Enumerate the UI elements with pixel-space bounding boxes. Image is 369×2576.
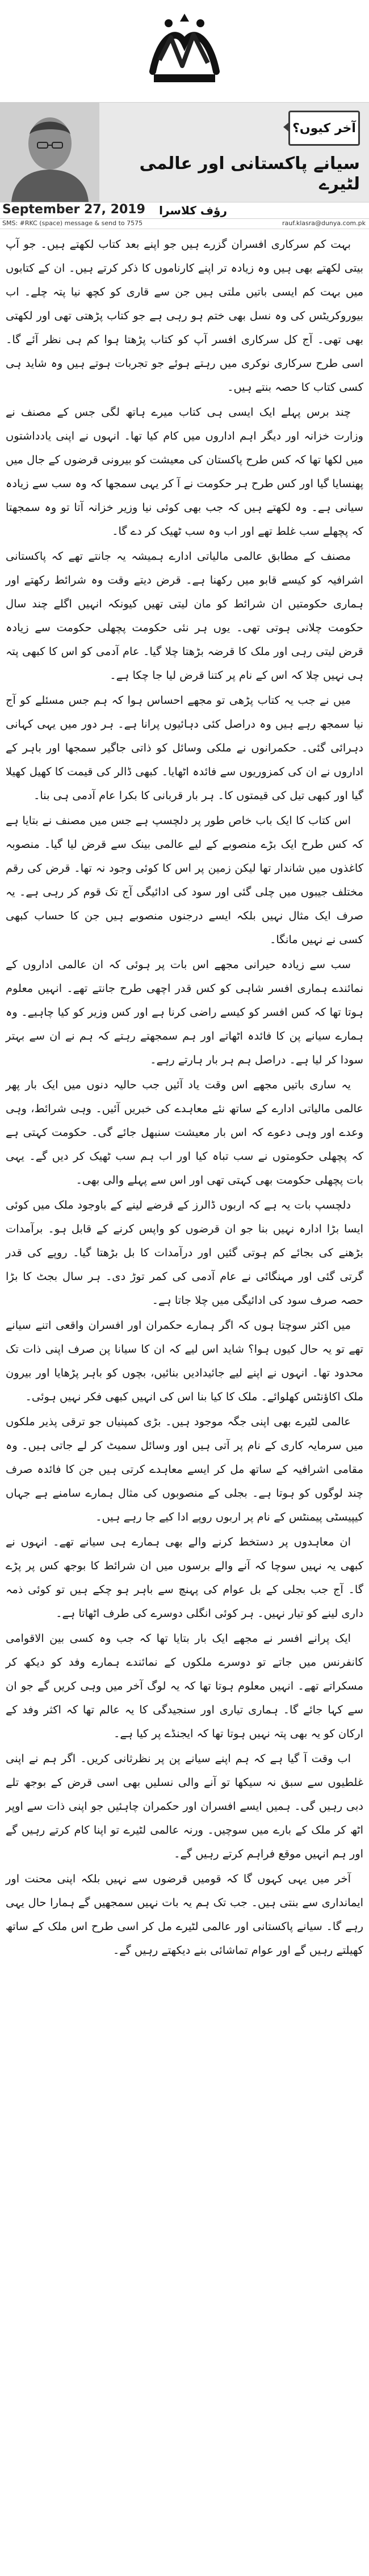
article-paragraph: عالمی لٹیرے بھی اپنی جگہ موجود ہیں۔ بڑی کمپنیاں جو ترقی پذیر ملکوں میں سرمایہ کاری کے نام پر آتی ہیں اور وسائل سمیٹ کر لے جاتی ہیں۔ وہ مقامی اشرافیہ کے ساتھ مل کر ایسے معاہدے کرتی ہیں جن کا فائدہ صرف چند لوگوں کو ہوتا ہے۔ بجلی کے منصوبوں کی مثال ہمارے سامنے ہے جہاں کیپیسٹی پیمنٹس کے نام پر اربوں روپے ادا کیے جا رہے ہیں۔	[6, 1415, 363, 1523]
author-name: رؤف کلاسرا	[159, 204, 227, 217]
article-paragraph: دلچسپ بات یہ ہے کہ اربوں ڈالرز کے قرضے لینے کے باوجود ملک میں کوئی ایسا بڑا ادارہ نہیں بنا جو ان قرضوں کو واپس کرنے کے قابل ہو۔ برآمدات بڑھنے کی بجائے کم ہوتی گئیں اور درآمدات کا بل بڑھتا گیا۔ روپے کی قدر گرتی گئی اور مہنگائی نے عام آدمی کی کمر توڑ دی۔ ہر سال بجٹ کا بڑا حصہ صرف سود کی ادائیگی میں چلا جاتا ہے۔	[6, 1198, 363, 1307]
byline-strip	[0, 202, 369, 219]
article-paragraph: ایک پرانے افسر نے مجھے ایک بار بتایا تھا کہ جب وہ کسی بین الاقوامی کانفرنس میں جاتے تو دوسرے ملکوں کے نمائندے ہمارے وفد کو دیکھ کر مسکراتے تھے۔ انہیں معلوم ہوتا تھا کہ یہ لوگ آخر میں وہی کریں گے جو ان سے کہا جائے گا۔ ہماری تیاری اور سنجیدگی کا یہ عالم تھا کہ اکثر وفد کے ارکان کو یہ بھی پتہ نہیں ہوتا تھا کہ ایجنڈے پر کیا ہے۔	[6, 1632, 363, 1740]
article-paragraph: اب وقت آ گیا ہے کہ ہم اپنے سیانے پن پر نظرثانی کریں۔ اگر ہم نے اپنی غلطیوں سے سبق نہ سیکھا تو آنے والی نسلیں بھی اسی قرض کے بوجھ تلے دبی رہیں گی۔ ہمیں ایسے افسران اور حکمران چاہئیں جو اپنی ذات سے اوپر اٹھ کر ملک کے بارے میں سوچیں۔ ورنہ عالمی لٹیرے تو اپنا کام کرتے رہیں گے اور ہم انہیں موقع فراہم کرتے رہیں گے۔	[6, 1752, 363, 1860]
column-header	[0, 102, 369, 202]
article-headline: سیانے پاکستانی اور عالمی لٹیرے	[139, 154, 360, 194]
dunya-logo[interactable]	[137, 3, 232, 99]
article-paragraph: سب سے زیادہ حیرانی مجھے اس بات پر ہوئی کہ ان عالمی اداروں کے نمائندے ہماری افسر شاہی کو کس قدر اچھی طرح جانتے تھے۔ انہیں معلوم ہوتا تھا کہ کس افسر کو کیسے راضی کرنا ہے اور کس وزیر کو کیا چاہیے۔ وہ ہمارے سیانے پن کا فائدہ اٹھاتے اور ہم سمجھتے رہتے کہ ہم نے ان سے بہتر سودا کر لیا ہے۔ دراصل ہم ہر بار ہارتے رہے۔	[6, 958, 363, 1066]
article-paragraph: مصنف کے مطابق عالمی مالیاتی ادارے ہمیشہ یہ جانتے تھے کہ پاکستانی اشرافیہ کو کیسے قابو میں رکھنا ہے۔ قرض دیتے وقت وہ شرائط رکھتے اور ہماری حکومتیں ان شرائط کو مان لیتی تھیں کیونکہ انہیں اگلے چند سال حکومت چلانی ہوتی تھی۔ یوں ہر نئی حکومت پچھلی حکومت سے زیادہ قرض لیتی رہی اور ملک کا قرضہ بڑھتا چلا گیا۔ عام آدمی کو اس کا کبھی پتہ ہی نہیں چلا کہ اس کے نام پر کتنا قرض لیا جا چکا ہے۔	[6, 550, 363, 682]
contact-strip	[0, 218, 369, 229]
article-paragraph: اس کتاب کا ایک باب خاص طور پر دلچسپ ہے جس میں مصنف نے بتایا ہے کہ کس طرح ایک بڑے منصوبے کے لیے عالمی بینک سے قرض لیا گیا۔ منصوبہ کاغذوں میں شاندار تھا لیکن زمین پر اس کا کوئی وجود نہ تھا۔ قرض کی رقم مختلف جیبوں میں چلی گئی اور سود کی ادائیگی آج تک قوم کر رہی ہے۔ یہ صرف ایک مثال نہیں بلکہ ایسے درجنوں منصوبے ہیں جن کا حساب کبھی کسی نے نہیں مانگا۔	[6, 814, 363, 946]
author-photo	[0, 103, 99, 202]
article-paragraph: میں اکثر سوچتا ہوں کہ اگر ہمارے حکمران اور افسران واقعی اتنے سیانے تھے تو یہ حال کیوں ہوا؟ شاید اس لیے کہ ان کا سیانا پن صرف اپنی ذات تک محدود تھا۔ انہوں نے اپنے لیے جائیدادیں بنائیں، بچوں کو باہر پڑھایا اور بیرون ملک اکاؤنٹس کھلوائے۔ ملک کا کیا بنا اس کی انہیں کبھی فکر نہیں ہوئی۔	[6, 1319, 363, 1403]
article-paragraph: میں نے جب یہ کتاب پڑھی تو مجھے احساس ہوا کہ ہم جس مسئلے کو آج نیا سمجھ رہے ہیں وہ دراصل کئی دہائیوں پرانا ہے۔ ہر دور میں یہی کہانی دہرائی گئی۔ حکمرانوں نے ملکی وسائل کو ذاتی جاگیر سمجھا اور باہر کے اداروں نے ان کی کمزوریوں سے فائدہ اٹھایا۔ کبھی ڈالر کی قیمت کا کھیل کھیلا گیا اور کبھی تیل کی قیمتوں کا۔ ہر بار قربانی کا بکرا عام آدمی ہی بنا۔	[6, 694, 363, 802]
article-paragraph: آخر میں یہی کہوں گا کہ قومیں قرضوں سے نہیں بلکہ اپنی محنت اور ایمانداری سے بنتی ہیں۔ جب تک ہم یہ بات نہیں سمجھیں گے ہمارا حال یہی رہے گا۔ سیانے پاکستانی اور عالمی لٹیرے مل کر اسی طرح اس ملک کے ساتھ کھیلتے رہیں گے اور عوام تماشائی بنے دیکھتے رہیں گے۔	[6, 1872, 363, 1957]
masthead	[0, 3, 369, 100]
author-avatar-icon	[0, 103, 99, 202]
newspaper-logo-icon	[137, 3, 232, 99]
article-paragraph: چند برس پہلے ایک ایسی ہی کتاب میرے ہاتھ لگی جس کے مصنف نے وزارت خزانہ اور دیگر اہم اداروں میں کام کیا تھا۔ انہوں نے اپنی یادداشتوں میں لکھا تھا کہ کس طرح پاکستان کی معیشت کو بیرونی قرضوں کے جال میں پھنسایا گیا اور کس طرح ہر حکومت نے آ کر یہی سمجھا کہ وہ سب سے زیادہ سیانی ہے۔ وہ لکھتے ہیں کہ جب بھی کوئی نیا وزیر خزانہ آتا تو وہ سمجھتا کہ پچھلے سب غلط تھے اور اب وہ سب ٹھیک کر دے گا۔	[6, 406, 363, 538]
article-body	[6, 233, 363, 1963]
article-paragraph: ان معاہدوں پر دستخط کرنے والے بھی ہمارے ہی سیانے تھے۔ انہوں نے کبھی یہ نہیں سوچا کہ آنے والے برسوں میں ان شرائط کا بوجھ کس پر پڑے گا۔ آج جب بجلی کے بل عوام کی پہنچ سے باہر ہو چکے ہیں تو کوئی ذمہ داری لینے کو تیار نہیں۔ ہر کوئی انگلی دوسرے کی طرف اٹھاتا ہے۔	[6, 1535, 363, 1620]
article-paragraph: یہ ساری باتیں مجھے اس وقت یاد آئیں جب حالیہ دنوں میں ایک بار پھر عالمی مالیاتی ادارے کے ساتھ نئے معاہدے کی خبریں آئیں۔ وہی شرائط، وہی وعدے اور وہی دعوے کہ اس بار معیشت سنبھل جائے گی۔ حکومت کہتی ہے کہ پچھلی حکومتوں نے سب تباہ کیا اور اب ہم سب ٹھیک کر دیں گے۔ یہی بات پچھلی حکومت بھی کہتی تھی اور اس سے پہلے والی بھی۔	[6, 1078, 363, 1186]
article-paragraph: بہت کم سرکاری افسران گزرے ہیں جو اپنے بعد کتاب لکھتے ہیں۔ جو آپ بیتی لکھتے بھی ہیں وہ زیادہ تر اپنے کارناموں کا ذکر کرتے ہیں۔ ان کے کتابوں میں بہت کم ایسی باتیں ملتی ہیں جن سے قاری کو کچھ نیا پتہ چلے۔ اب بیوروکریٹس کی وہ نسل بھی ختم ہو رہی ہے جو کتاب پڑھتی تھی اور لکھتی بھی تھی۔ آج کل سرکاری افسر آپ کو کتاب پڑھتا ہوا کم ہی نظر آئے گا۔ اسی طرح سرکاری نوکری میں رہتے ہوئے جو تجربات ہوتے ہیں وہ شاید ہی کسی کتاب کا حصہ بنتے ہیں۔	[6, 238, 363, 394]
sms-instructions: SMS: #RKC (space) message & send to 7575	[2, 219, 143, 227]
author-email[interactable]: rauf.klasra@dunya.com.pk	[282, 219, 366, 227]
column-name-badge: آخر کیوں؟	[288, 111, 360, 146]
publish-date: September 27, 2019	[2, 202, 145, 217]
